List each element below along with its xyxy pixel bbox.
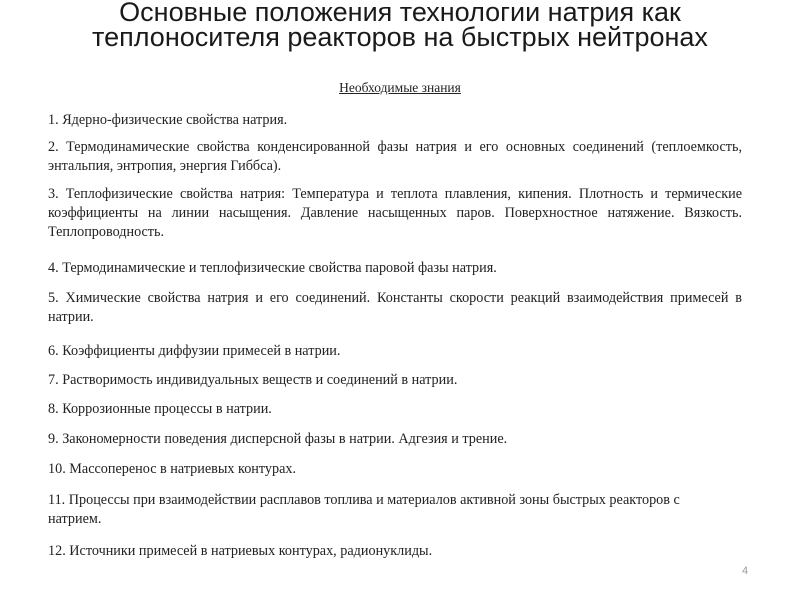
list-item: 8. Коррозионные процессы в натрии. — [48, 401, 272, 417]
list-item: 6. Коэффициенты диффузии примесей в натрии. — [48, 343, 341, 359]
list-item: 10. Массоперенос в натриевых контурах. — [48, 461, 297, 477]
list-item: 3. Теплофизические свойства натрия: Температура и теплота плавления, кипения. Плотность и термические коэффициенты на линии насыщения. Давление насыщенных паров. Поверхностное натяжение. Вязкость. Теплопроводность. — [48, 186, 742, 240]
section-subtitle: Необходимые знания — [339, 80, 461, 95]
list-item: 4. Термодинамические и теплофизические свойства паровой фазы натрия. — [48, 260, 497, 276]
page-number: 4 — [742, 565, 749, 577]
slide-title: Основные положения технологии натрия как теплоносителя реакторов на быстрых нейтронах — [92, 0, 708, 52]
list-item: 1. Ядерно-физические свойства натрия. — [48, 112, 288, 128]
list-item: 12. Источники примесей в натриевых контурах, радионуклиды. — [48, 543, 433, 559]
list-item: 9. Закономерности поведения дисперсной фазы в натрии. Адгезия и трение. — [48, 431, 508, 447]
list-item: 2. Термодинамические свойства конденсированной фазы натрия и его основных соединений (теплоемкость, энтальпия, энтропия, энергия Гиббса). — [48, 139, 742, 174]
list-item: 7. Растворимость индивидуальных веществ и соединений в натрии. — [48, 372, 458, 388]
list-item: 11. Процессы при взаимодействии расплавов топлива и материалов активной зоны быстрых реакторов с натрием. — [48, 492, 680, 527]
list-item: 5. Химические свойства натрия и его соединений. Константы скорости реакций взаимодействия примесей в натрии. — [48, 290, 742, 325]
